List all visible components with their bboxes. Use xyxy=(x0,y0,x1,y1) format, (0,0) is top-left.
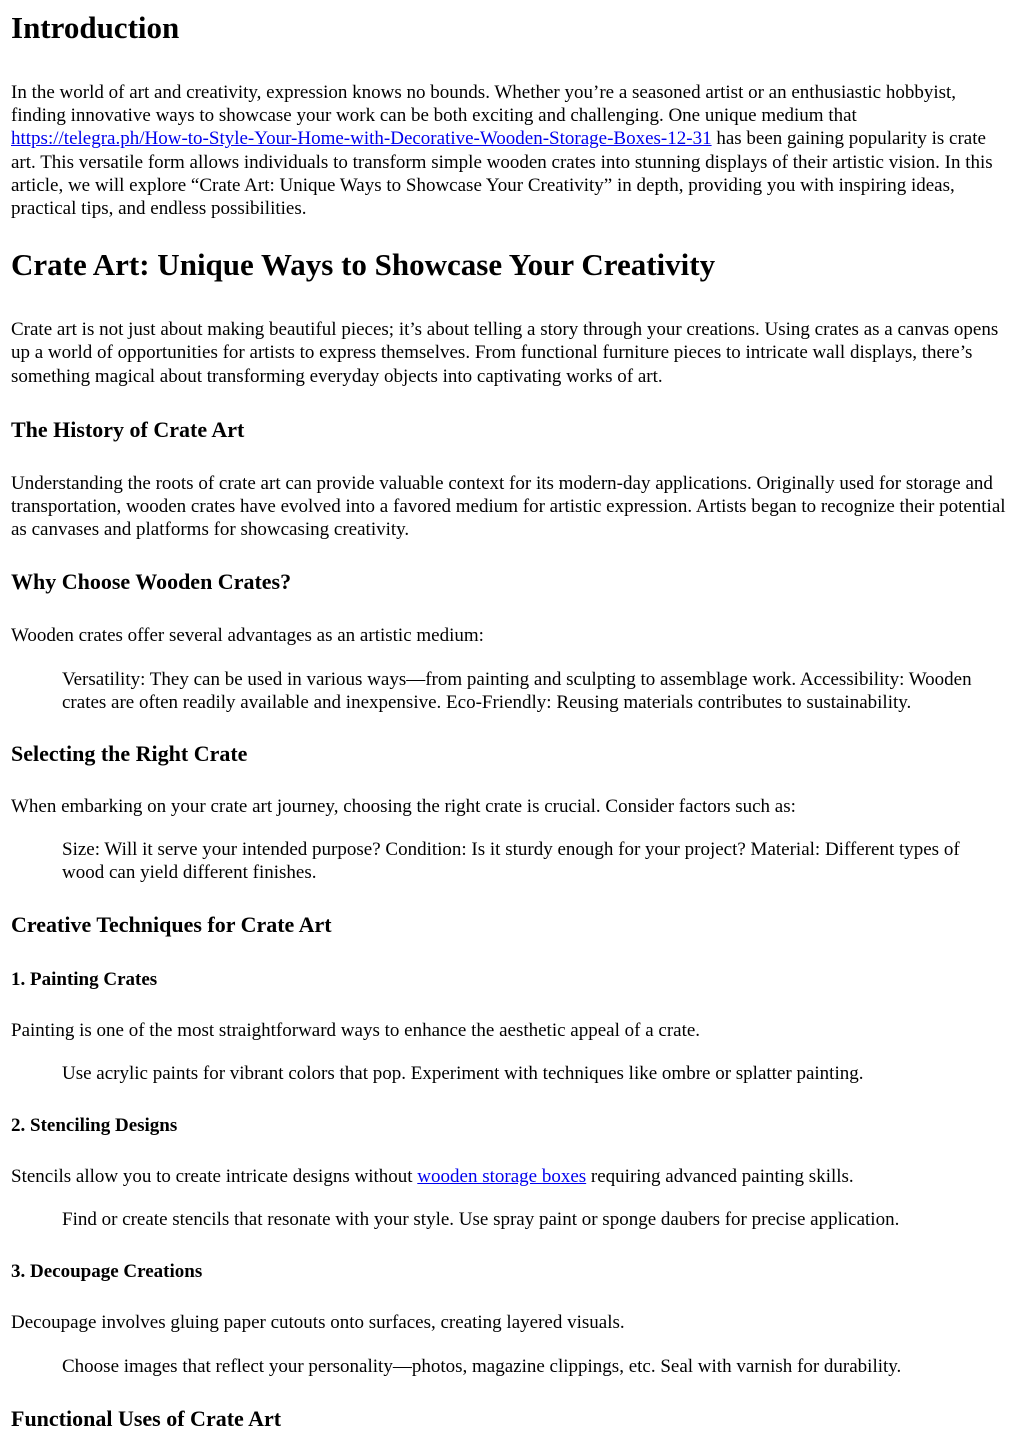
paragraph-painting-crates: Painting is one of the most straightforward ways to enhance the aesthetic appeal of a crate. xyxy=(11,1019,701,1041)
heading-crate-art: Crate Art: Unique Ways to Showcase Your Creativity xyxy=(11,247,716,283)
heading-painting-crates: 1. Painting Crates xyxy=(11,968,158,990)
heading-why-wooden-crates: Why Choose Wooden Crates? xyxy=(11,569,292,595)
blockquote-decoupage-creations: Choose images that reflect your personality—photos, magazine clippings, etc. Seal with varnish for durability. xyxy=(62,1355,902,1377)
heading-creative-techniques: Creative Techniques for Crate Art xyxy=(11,911,332,937)
telegra-link[interactable]: https://telegra.ph/How-to-Style-Your-Home-with-Decorative-Wooden-Storage-Boxes-12-31 xyxy=(11,128,712,150)
heading-decoupage-creations: 3. Decoupage Creations xyxy=(11,1261,203,1283)
paragraph-history: Understanding the roots of crate art can provide valuable context for its modern-day applications. Originally used for storage and transportation, wooden crates have evolved into a favored medium for artistic expression. Artists began to recognize their potential as canvases and platforms for showcasing creativity. xyxy=(11,472,1006,541)
paragraph-decoupage-creations: Decoupage involves gluing paper cutouts onto surfaces, creating layered visuals. xyxy=(11,1312,625,1334)
stencil-text-end: requiring advanced painting skills. xyxy=(586,1166,854,1188)
heading-history: The History of Crate Art xyxy=(11,416,245,442)
paragraph-introduction xyxy=(11,81,1013,220)
paragraph-crate-art: Crate art is not just about making beautiful pieces; it’s about telling a story through your creations. Using crates as a canvas opens up a world of opportunities for artists to express themselves. From functional furniture pieces to intricate wall displays, there’s something magical about transforming everyday objects into captivating works of art. xyxy=(11,319,999,387)
paragraph-selecting-crate: When embarking on your crate art journey, choosing the right crate is crucial. Consider factors such as: xyxy=(11,796,796,818)
paragraph-why-wooden-crates: Wooden crates offer several advantages as an artistic medium: xyxy=(11,625,484,647)
paragraph-stenciling-designs xyxy=(11,1165,1013,1188)
blockquote-selecting-crate: Size: Will it serve your intended purpose? Condition: Is it sturdy enough for your project? Material: Different types of wood can yield different finishes. xyxy=(62,839,960,884)
intro-text-start: In the world of art and creativity, expression knows no bounds. Whether you’re a seasoned artist or an enthusiastic hobbyist, finding innovative ways to showcase your work can be both exciting and challenging. One unique medium that xyxy=(11,82,957,127)
intro-text-end: has been gaining popularity is crate art. This versatile form allows individuals to transform simple wooden crates into stunning displays of their artistic vision. In this article, we will explore “Crate Art: Unique Ways to Showcase Your Creativity” in depth, providing you with inspiring ideas, practical tips, and endless possibilities. xyxy=(11,128,993,220)
heading-functional-uses: Functional Uses of Crate Art xyxy=(11,1405,282,1431)
heading-selecting-crate: Selecting the Right Crate xyxy=(11,741,248,767)
heading-introduction: Introduction xyxy=(11,10,180,45)
blockquote-painting-crates: Use acrylic paints for vibrant colors that pop. Experiment with techniques like ombre or splatter painting. xyxy=(62,1062,864,1084)
blockquote-why-wooden-crates: Versatility: They can be used in various ways—from painting and sculpting to assemblage work. Accessibility: Wooden crates are often readily available and inexpensive. Eco-Friendly: Reusing materials contributes to sustainability. xyxy=(62,668,972,713)
heading-stenciling-designs: 2. Stenciling Designs xyxy=(11,1115,178,1137)
blockquote-stenciling-designs: Find or create stencils that resonate with your style. Use spray paint or sponge daubers for precise application. xyxy=(62,1209,900,1231)
stencil-text-start: Stencils allow you to create intricate designs without xyxy=(11,1166,418,1188)
wooden-storage-boxes-link[interactable]: wooden storage boxes xyxy=(417,1166,587,1188)
